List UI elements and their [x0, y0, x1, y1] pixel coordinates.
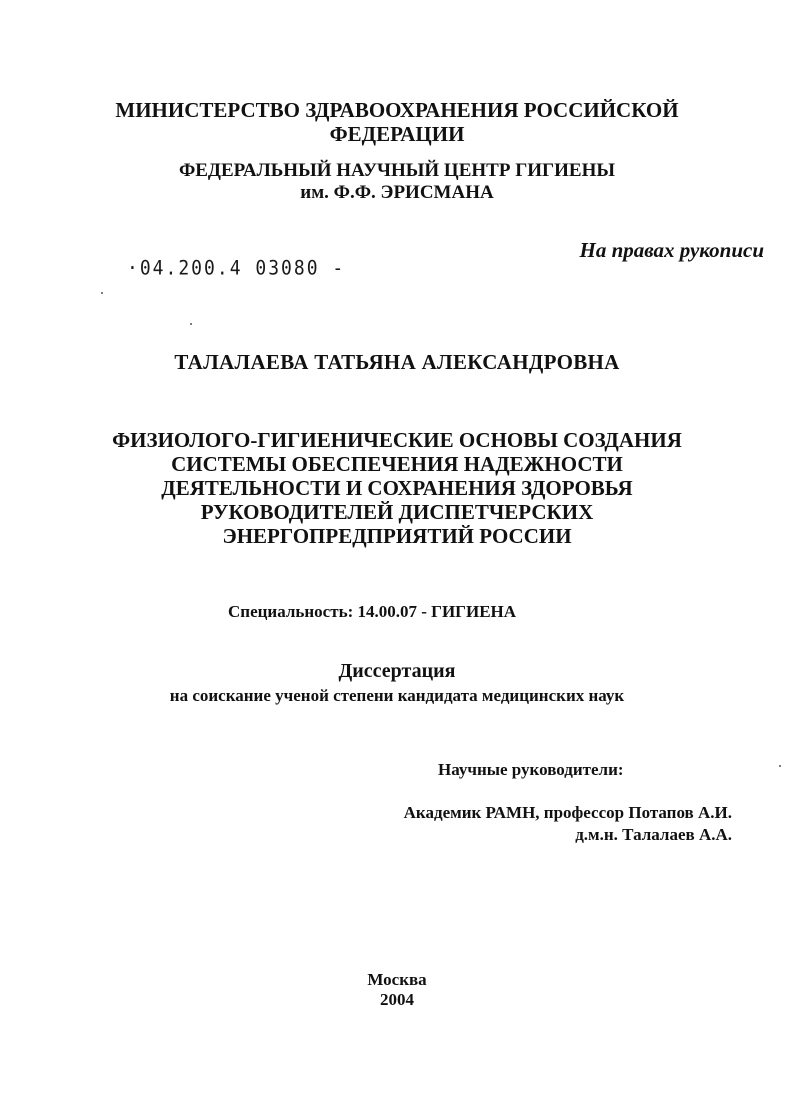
manuscript-rights-note: На правах рукописи: [579, 238, 764, 262]
dissertation-title: [0, 428, 794, 548]
title-line: СИСТЕМЫ ОБЕСПЕЧЕНИЯ НАДЕЖНОСТИ: [171, 452, 623, 476]
ministry-line-1: МИНИСТЕРСТВО ЗДРАВООХРАНЕНИЯ РОССИЙСКОЙ: [115, 98, 679, 122]
supervisor-first: Академик РАМН, профессор Потапов А.И.: [403, 803, 732, 822]
ministry-header: [0, 98, 794, 146]
supervisor-second: д.м.н. Талалаев А.А.: [575, 825, 732, 844]
place-and-year: [0, 970, 794, 1010]
specialty-code: Специальность: 14.00.07 - ГИГИЕНА: [228, 602, 517, 621]
degree-sought: на соискание ученой степени кандидата медицинских наук: [169, 686, 625, 705]
scan-speck: [101, 292, 103, 294]
title-line: ЭНЕРГОПРЕДПРИЯТИЙ РОССИИ: [222, 524, 572, 548]
title-line: ФИЗИОЛОГО-ГИГИЕНИЧЕСКИЕ ОСНОВЫ СОЗДАНИЯ: [112, 428, 682, 452]
city: Москва: [367, 970, 427, 989]
ministry-line-2: ФЕДЕРАЦИИ: [329, 122, 465, 146]
scan-speck: [190, 323, 192, 325]
author-name: ТАЛАЛАЕВА ТАТЬЯНА АЛЕКСАНДРОВНА: [174, 350, 620, 374]
organization-header: [0, 160, 794, 204]
year: 2004: [380, 990, 414, 1009]
title-line: РУКОВОДИТЕЛЕЙ ДИСПЕТЧЕРСКИХ: [200, 500, 594, 524]
registration-stamp-number: ·04.200.4 03080 -: [127, 257, 346, 280]
organization-line-2: им. Ф.Ф. ЭРИСМАНА: [300, 182, 494, 203]
title-line: ДЕЯТЕЛЬНОСТИ И СОХРАНЕНИЯ ЗДОРОВЬЯ: [161, 476, 633, 500]
document-type: Диссертация: [338, 660, 456, 682]
scan-speck: [779, 765, 781, 767]
supervisors-label: Научные руководители:: [438, 760, 624, 779]
organization-line-1: ФЕДЕРАЛЬНЫЙ НАУЧНЫЙ ЦЕНТР ГИГИЕНЫ: [178, 160, 616, 181]
